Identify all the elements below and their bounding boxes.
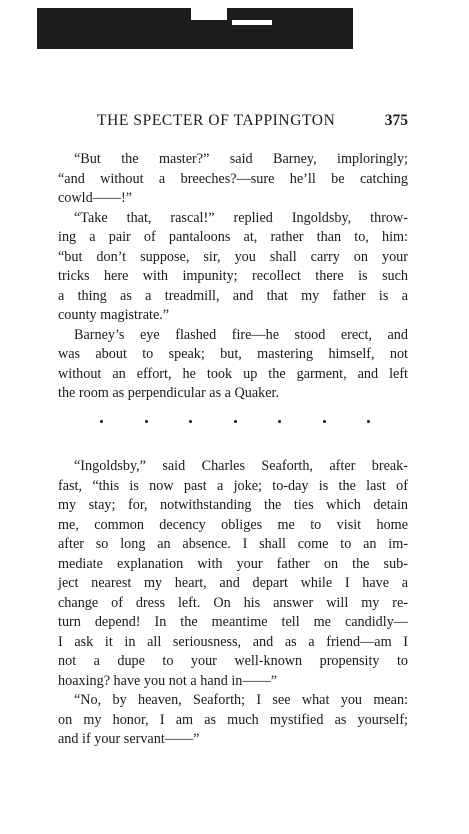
text-line: change of dress left. On his answer will my re- (58, 594, 408, 611)
page-number: 375 (384, 112, 408, 129)
text-line: ject nearest my heart, and depart while I have a (58, 575, 408, 591)
text-line: mediate explanation with your father on the sub- (58, 555, 408, 572)
text-line: my stay; for, notwithstanding the ties which detain (58, 497, 408, 513)
separator-dot (367, 420, 370, 423)
text-line: “But the master?” said Barney, imploringly; (74, 151, 408, 167)
text-line: tricks here with impunity; recollect there is such (58, 268, 408, 284)
text-line: was about to speak; but, mastering himself, not (58, 346, 408, 362)
separator-dot (189, 420, 192, 423)
text-line: I ask it in all seriousness, and as a friend—am I (58, 633, 408, 650)
section-separator (100, 415, 370, 429)
text-line: county magistrate.” (58, 307, 170, 323)
text-line: “and without a breeches?—sure he’ll be catching (58, 170, 408, 187)
running-header (60, 112, 408, 132)
text-line: “Ingoldsby,” said Charles Seaforth, after break- (74, 458, 408, 474)
text-line: and if your servant——” (58, 731, 200, 747)
text-section-2 (58, 457, 408, 750)
scan-margin-slit (232, 20, 272, 25)
text-section-1 (58, 150, 408, 404)
text-line: “Take that, rascal!” replied Ingoldsby, throw- (74, 209, 408, 226)
text-line: after so long an absence. I shall come to an im- (58, 536, 408, 552)
text-line: without an effort, he took up the garment, and left (58, 365, 408, 382)
text-line: “but don’t suppose, sir, you shall carry on your (58, 248, 408, 265)
text-line: cowld——!” (58, 190, 133, 206)
text-line: ing a pair of pantaloons at, rather than to, him: (58, 229, 408, 245)
text-line: Barney’s eye flashed fire—he stood erect, and (74, 326, 408, 343)
text-line: turn depend! In the meantime tell me candidly— (58, 614, 408, 630)
running-title: THE SPECTER OF TAPPINGTON (97, 112, 336, 129)
separator-dot (234, 420, 237, 423)
text-line: “No, by heaven, Seaforth; I see what you mean: (74, 692, 408, 708)
text-line: fast, “this is now past a joke; to-day is the last of (58, 477, 408, 494)
text-line: me, common decency obliges me to visit home (58, 516, 408, 533)
separator-dot (145, 420, 148, 423)
separator-dot (100, 420, 103, 423)
text-line: hoaxing? have you not a hand in——” (58, 672, 278, 689)
separator-dot (278, 420, 281, 423)
text-line: a thing as a treadmill, and that my father is a (58, 287, 408, 304)
text-line: not a dupe to your well-known propensity to (58, 653, 408, 669)
text-line: the room as perpendicular as a Quaker. (58, 385, 280, 401)
text-line: on my honor, I am as much mystified as yourself; (58, 711, 408, 728)
separator-dot (323, 420, 326, 423)
scan-margin-notch (191, 8, 227, 20)
